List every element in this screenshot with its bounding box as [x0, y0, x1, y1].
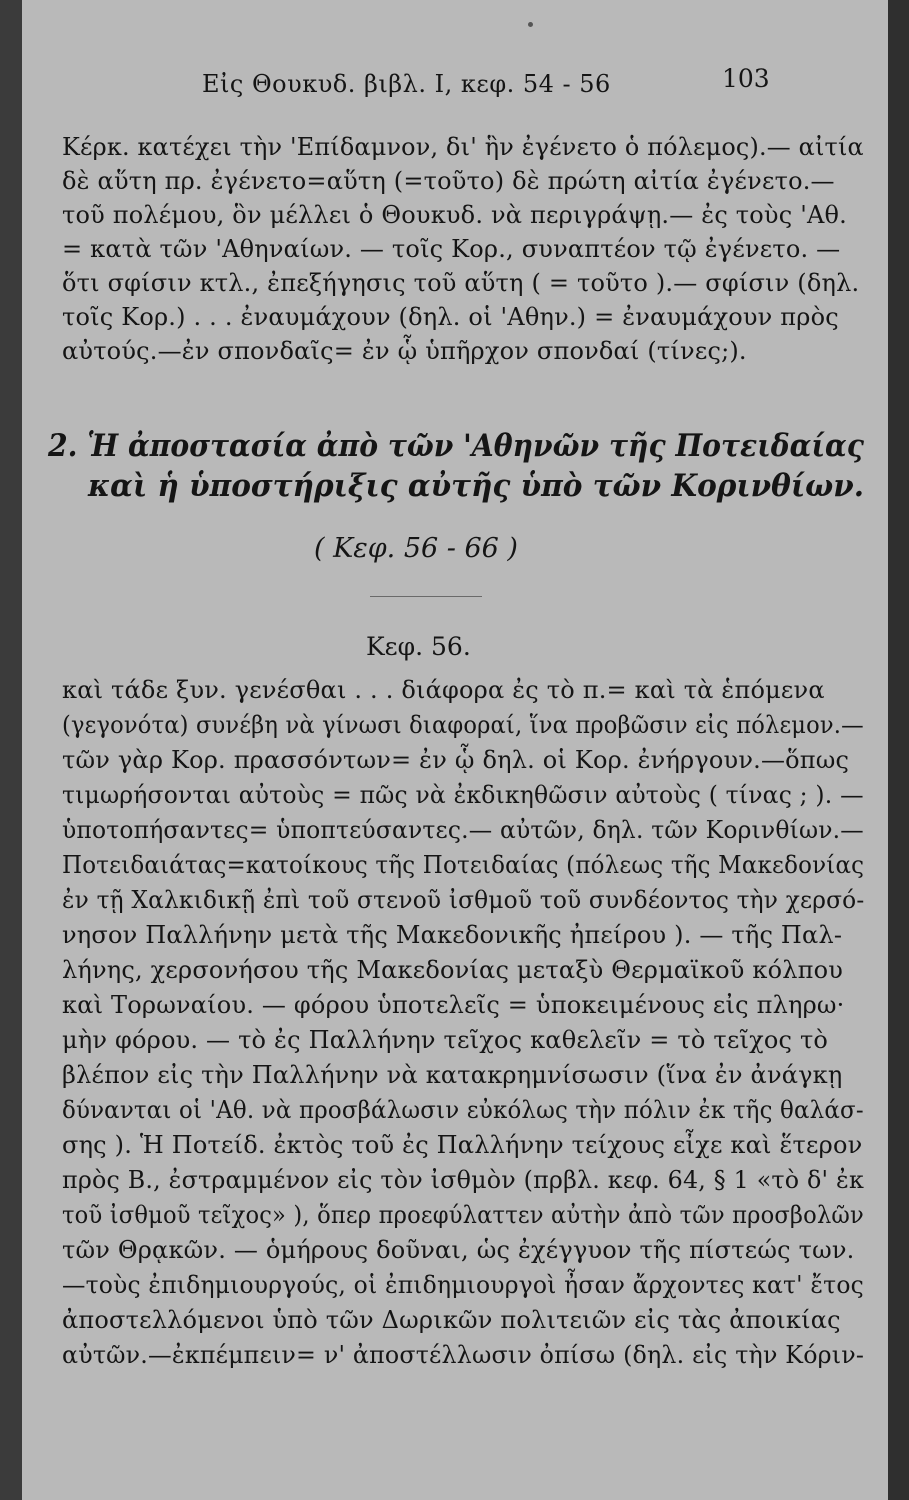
note-line: σης ). Ἡ Ποτείδ. ἐκτὸς τοῦ ἐς Παλλήνην τείχους εἶχε καὶ ἕτερον: [62, 1131, 863, 1159]
chapter-range: ( Κεφ. 56 - 66 ): [314, 533, 518, 564]
note-line: δύνανται οἱ 'Αθ. νὰ προσβάλωσιν εὐκόλως τὴν πόλιν ἐκ τῆς θαλάσ-: [62, 1096, 864, 1124]
note-line: μὴν φόρου. — τὸ ἐς Παλλήνην τεῖχος καθελεῖν = τὸ τεῖχος τὸ: [62, 1026, 829, 1054]
book-page: [22, 0, 888, 1500]
note-line: τοῦ πολέμου, ὃν μέλλει ὁ Θουκυδ. νὰ περιγράψῃ.— ἐς τοὺς 'Αθ.: [62, 201, 848, 229]
note-line: ἐν τῇ Χαλκιδικῇ ἐπὶ τοῦ στενοῦ ἰσθμοῦ τοῦ συνδέοντος τὴν χερσό-: [62, 886, 865, 914]
section-title-continued: καὶ ἡ ὑποστήριξις αὐτῆς ὑπὸ τῶν Κορινθίων.: [88, 468, 864, 504]
note-line: (γεγονότα) συνέβη νὰ γίνωσι διαφοραί, ἵνα προβῶσιν εἰς πόλεμον.—: [62, 711, 864, 739]
note-line: ὑποτοπήσαντες= ὑποπτεύσαντες.— αὐτῶν, δηλ. τῶν Κορινθίων.—: [62, 816, 864, 844]
note-line: Κέρκ. κατέχει τὴν 'Επίδαμνον, δι' ἣν ἐγένετο ὁ πόλεμος).— αἰτία: [62, 133, 864, 161]
section-title: 2. Ἡ ἀποστασία ἀπὸ τῶν 'Αθηνῶν τῆς Ποτειδαίας: [48, 428, 864, 464]
note-line: τῶν Θρᾳκῶν. — ὁμήρους δοῦναι, ὡς ἐχέγγυον τῆς πίστεώς των.: [62, 1236, 855, 1264]
note-line: νησον Παλλήνην μετὰ τῆς Μακεδονικῆς ἠπείρου ). — τῆς Παλ-: [62, 921, 843, 949]
note-line: δὲ αὕτη πρ. ἐγένετο=αὕτη (=τοῦτο) δὲ πρώτη αἰτία ἐγένετο.—: [62, 167, 835, 195]
note-line: Ποτειδαιάτας=κατοίκους τῆς Ποτειδαίας (πόλεως τῆς Μακεδονίας: [62, 851, 865, 879]
note-line: ὅτι σφίσιν κτλ., ἐπεξήγησις τοῦ αὕτη ( = τοῦτο ).— σφίσιν (δηλ.: [62, 269, 860, 297]
note-line: λήνης, χερσονήσου τῆς Μακεδονίας μεταξὺ Θερμαϊκοῦ κόλπου: [62, 956, 844, 984]
note-line: ἀποστελλόμενοι ὑπὸ τῶν Δωρικῶν πολιτειῶν εἰς τὰς ἀποικίας: [62, 1306, 841, 1334]
running-head: Εἰς Θουκυδ. βιβλ. Ι, κεφ. 54 - 56: [202, 70, 611, 98]
note-line: πρὸς Β., ἐστραμμένον εἰς τὸν ἰσθμὸν (πρβλ. κεφ. 64, § 1 «τὸ δ' ἐκ: [62, 1166, 865, 1194]
note-line: τιμωρήσονται αὐτοὺς = πῶς νὰ ἐκδικηθῶσιν αὐτοὺς ( τίνας ; ). —: [62, 781, 864, 809]
note-line: καὶ Τορωναίου. — φόρου ὑποτελεῖς = ὑποκειμένους εἰς πληρω·: [62, 991, 845, 1019]
ink-speck: [528, 22, 533, 27]
note-line: τοῖς Κορ.) . . . ἐναυμάχουν (δηλ. οἱ 'Αθην.) = ἐναυμάχουν πρὸς: [62, 303, 839, 331]
note-line: τοῦ ἰσθμοῦ τεῖχος» ), ὅπερ προεφύλαττεν αὐτὴν ἀπὸ τῶν προσβολῶν: [62, 1201, 864, 1229]
scan-left-edge: [0, 0, 22, 1500]
note-line: βλέπον εἰς τὴν Παλλήνην νὰ κατακρημνίσωσιν (ἵνα ἐν ἀνάγκῃ: [62, 1061, 843, 1089]
note-line: = κατὰ τῶν 'Αθηναίων. — τοῖς Κορ., συναπτέον τῷ ἐγένετο. —: [62, 235, 841, 263]
divider-rule: [370, 596, 482, 597]
page-number: 103: [722, 64, 770, 93]
note-line: αὐτῶν.—ἐκπέμπειν= ν' ἀποστέλλωσιν ὀπίσω (δηλ. εἰς τὴν Κόριν-: [62, 1341, 865, 1369]
chapter-heading: Κεφ. 56.: [366, 632, 471, 661]
scan-right-edge: [888, 0, 909, 1500]
note-line: καὶ τάδε ξυν. γενέσθαι . . . διάφορα ἐς τὸ π.= καὶ τὰ ἑπόμενα: [62, 676, 825, 704]
note-line: τῶν γὰρ Κορ. πρασσόντων= ἐν ᾧ δηλ. οἱ Κορ. ἐνήργουν.—ὅπως: [62, 746, 850, 774]
note-line: αὐτούς.—ἐν σπονδαῖς= ἐν ᾧ ὑπῆρχον σπονδαί (τίνες;).: [62, 337, 747, 365]
note-line: —τοὺς ἐπιδημιουργούς, οἱ ἐπιδημιουργοὶ ἦσαν ἄρχοντες κατ' ἔτος: [62, 1271, 864, 1299]
